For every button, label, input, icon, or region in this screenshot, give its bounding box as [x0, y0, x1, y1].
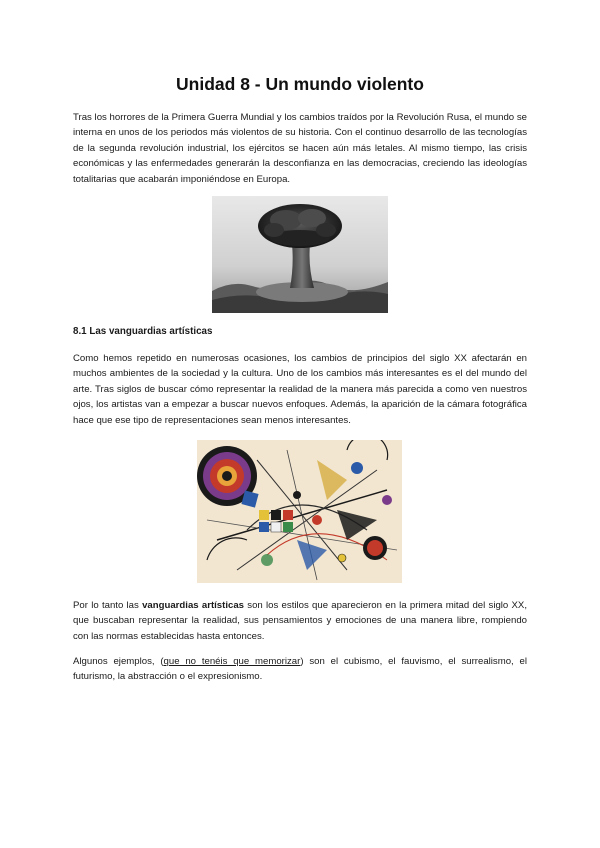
definition-paragraph — [73, 598, 527, 644]
examples-text-end: ) son el cubismo, el fauvismo, el surrealismo, el futurismo, la abstracción o el expresionismo. — [73, 656, 527, 683]
examples-text-start: Algunos ejemplos, ( — [73, 656, 164, 667]
no-memorize-note: que no tenéis que memorizar — [163, 656, 301, 667]
examples-paragraph — [73, 654, 527, 685]
mushroom-cloud-photo — [212, 196, 388, 313]
section-label: Las vanguardias artísticas — [89, 326, 213, 337]
vanguardias-term: vanguardias artísticas — [142, 600, 245, 611]
abstract-painting — [197, 440, 402, 583]
section-number: 8.1 — [73, 326, 87, 337]
section-heading — [73, 326, 212, 337]
definition-text-end: son los estilos que aparecieron en la primera mitad del siglo XX, que buscaban representar la realidad, sus pensamientos y emociones de una manera libre, rompiendo con las normas establecidas hasta entonces. — [73, 600, 527, 642]
intro-paragraph: Tras los horrores de la Primera Guerra Mundial y los cambios traídos por la Revolución Rusa, el mundo se interna en unos de los periodos más violentos de su historia. Con el continuo desarrollo de las tecnologías de la segunda revolución industrial, los ejércitos se hacen aún más letales. Al mismo tiempo, las crisis económicas y las enfermedades generarán la desconfianza en las democracias, creciendo las ideologías totalitarias que acabarán imponiéndose en Europa. — [73, 112, 527, 185]
definition-text-start: Por lo tanto las — [73, 600, 143, 611]
vanguardias-paragraph: Como hemos repetido en numerosas ocasiones, los cambios de principios del siglo XX afectarán en muchos ambientes de la sociedad y la cultura. Uno de los cambios más interesantes es el del mundo del arte. Tras siglos de buscar cómo representar la realidad de la manera más parecida a como ven nuestros ojos, los artistas van a empezar a buscar nuevos enfoques. Además, la aparición de la cámara fotográfica hace que ese tipo de representaciones sean menos interesantes. — [73, 353, 527, 426]
page-title: Unidad 8 - Un mundo violento — [176, 74, 424, 94]
